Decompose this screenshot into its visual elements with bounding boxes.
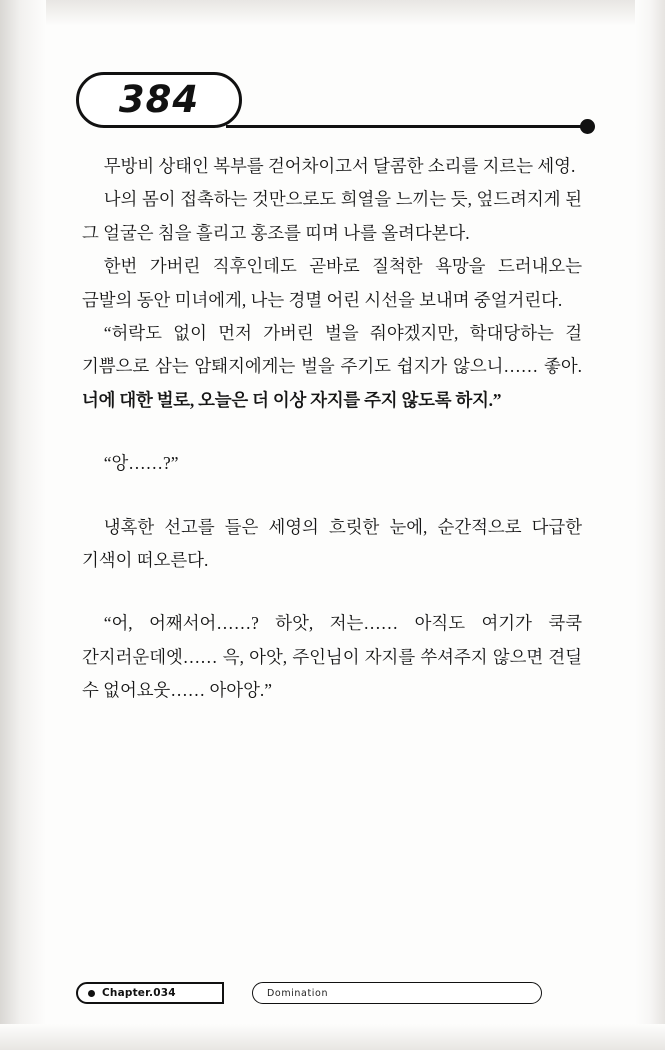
paragraph: 나의 몸이 접촉하는 것만으로도 희열을 느끼는 듯, 엎드려지게 된 그 얼굴은 침을 흘리고 홍조를 띠며 나를 올려다본다. (82, 189, 582, 243)
paragraph: 한번 가버린 직후인데도 곧바로 질척한 욕망을 드러내오는 금발의 동안 미녀에게, 나는 경멸 어린 시선을 보내며 중얼거린다. (82, 256, 582, 310)
dialogue-plain-text: “허락도 없이 먼저 가버린 벌을 줘야겠지만, 학대당하는 걸 기쁨으로 삼는 암퇘지에게는 벌을 주기도 쉽지가 않으니…… 좋아. (82, 323, 582, 377)
dialogue-paragraph (82, 317, 582, 417)
page-number-badge (76, 72, 242, 128)
scan-shadow-bottom (0, 1024, 665, 1050)
paragraph: 무방비 상태인 복부를 걷어차이고서 달콤한 소리를 지르는 세영. (103, 156, 576, 176)
page-header (76, 72, 596, 134)
footer-chapter-title: Domination (267, 987, 329, 999)
header-end-dot-icon (580, 119, 595, 134)
footer-chapter-label: Chapter.034 (102, 987, 176, 999)
page-number: 384 (118, 77, 200, 121)
page-footer (76, 982, 596, 1008)
dialogue-paragraph: “어, 어째서어……? 하앗, 저는…… 아직도 여기가 쿡쿡 간지러운데엣…… 윽, 아앗, 주인님이 자지를 쑤셔주지 않으면 견딜 수 없어요웃…… 아아앙.” (82, 613, 582, 701)
scan-shadow-left (0, 0, 46, 1050)
dialogue-paragraph: “앙……?” (103, 453, 179, 474)
footer-chapter-badge (76, 982, 224, 1004)
paragraph: 냉혹한 선고를 들은 세영의 흐릿한 눈에, 순간적으로 다급한 기색이 떠오른다. (82, 516, 582, 571)
scan-shadow-top (0, 0, 665, 26)
bullet-icon (88, 990, 95, 997)
footer-title-badge (252, 982, 542, 1004)
header-rule (226, 125, 586, 128)
scan-shadow-right (635, 0, 665, 1050)
dialogue-emphasis-text: 너에 대한 벌로, 오늘은 더 이상 자지를 주지 않도록 하지.” (82, 389, 502, 410)
page-body (82, 150, 582, 708)
